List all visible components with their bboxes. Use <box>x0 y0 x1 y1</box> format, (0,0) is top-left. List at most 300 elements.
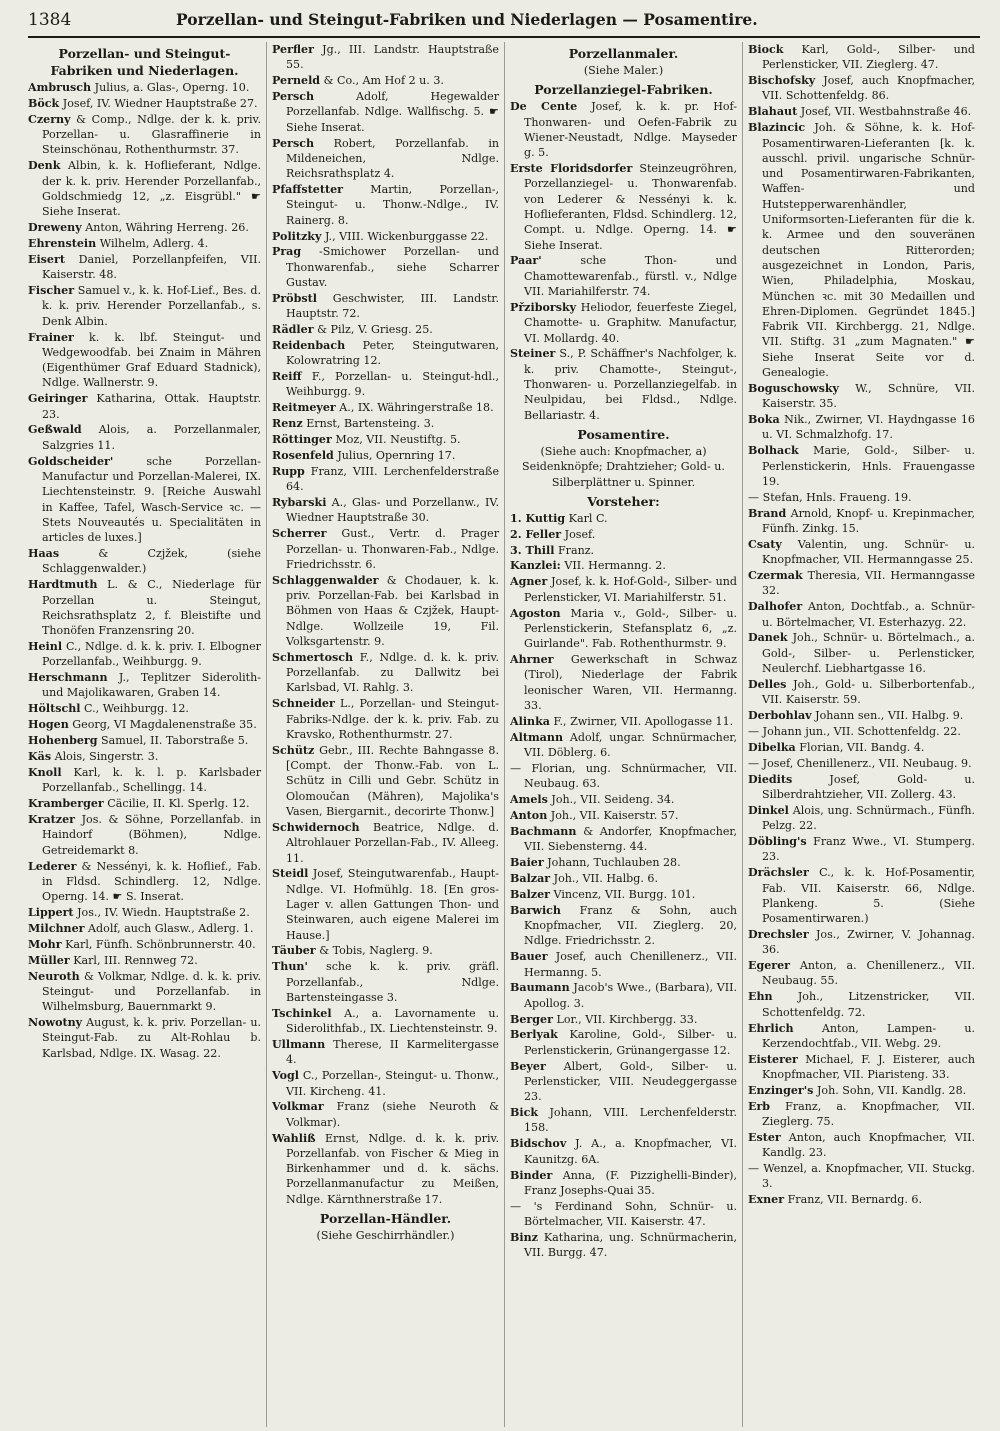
directory-entry <box>28 220 261 235</box>
entry-name: Přziborsky <box>510 300 577 314</box>
directory-entry <box>28 454 261 546</box>
entry-details: Theresia, VII. Hermanngasse 32. <box>762 569 975 598</box>
directory-entry <box>28 577 261 638</box>
directory-entry <box>28 112 261 158</box>
entry-details: J., Teplitzer Siderolith- und Majolikawaren, Graben 14. <box>42 671 261 700</box>
entry-details: Georg, VI Magdalenenstraße 35. <box>72 718 257 732</box>
entry-name: Ehrlich <box>748 1021 794 1035</box>
entry-name: Eisterer <box>748 1052 798 1066</box>
directory-entry <box>28 283 261 329</box>
entry-name: Pröbstl <box>272 291 317 305</box>
directory-entry <box>510 887 737 902</box>
entry-name: Schlaggenwalder <box>272 573 379 587</box>
directory-entry <box>510 980 737 1011</box>
entry-details: Albert, Gold-, Silber- u. Perlensticker, VIII. Neudeggergasse 23. <box>524 1059 737 1104</box>
section-heading: Posamentire. <box>577 426 670 442</box>
directory-entry <box>28 1015 261 1061</box>
directory-entry <box>748 1161 975 1192</box>
entry-name: Knoll <box>28 765 62 779</box>
entry-name: Berger <box>510 1012 553 1026</box>
entry-details: Josef, VII. Westbahnstraße 46. <box>800 105 972 119</box>
directory-entry <box>272 820 499 866</box>
entry-details: — Florian, ung. Schnürmacher, VII. Neubaug. 63. <box>510 761 737 791</box>
entry-details: Josef. <box>564 527 596 541</box>
entry-name: Altmann <box>510 730 564 744</box>
entry-name: Baier <box>510 856 544 870</box>
entry-details: Nik., Zwirner, VI. Haydngasse 16 u. VI. Schmalzhofg. 17. <box>762 413 975 442</box>
entry-name: Ehn <box>748 990 773 1004</box>
entry-details: Michael, F. J. Eisterer, auch Knopfmacher, VII. Piaristeng. 33. <box>762 1052 975 1082</box>
section-note: (Siehe auch: Knopfmacher, a) Seidenknöpfe; Drahtzieher; Gold- u. Silberplättner u. Spinner. <box>522 444 725 489</box>
entry-name: Täuber <box>272 944 316 958</box>
entry-name: Ullmann <box>272 1038 326 1052</box>
entry-name: Mohr <box>28 937 62 951</box>
directory-entry <box>272 943 499 958</box>
entry-details: Arnold, Knopf- u. Krepinmacher, Fünfh. Zinkg. 15. <box>762 506 975 535</box>
entry-name: Perfler <box>272 43 314 56</box>
entry-name: Alinka <box>510 714 550 728</box>
directory-entry <box>510 949 737 980</box>
entry-name: Bick <box>510 1106 539 1120</box>
entry-details: L. & C., Niederlage für Porzellan u. Steingut, Reichsrathsplatz 2, f. Bleistifte und Thonöfen Franzensring 20. <box>42 578 261 638</box>
directory-entry <box>28 158 261 219</box>
entry-name: Lederer <box>28 859 77 873</box>
entry-details: Joh., VII. Kaiserstr. 57. <box>550 808 679 822</box>
directory-entry <box>748 1099 975 1130</box>
directory-entry <box>748 1130 975 1161</box>
entry-name: Paar' <box>510 254 542 268</box>
entry-name: Herschmann <box>28 671 108 685</box>
section-heading: Vorsteher: <box>587 493 660 509</box>
entry-name: Exner <box>748 1193 785 1207</box>
entry-name: Renz <box>272 417 303 431</box>
directory-entry <box>748 104 975 119</box>
entry-details: C., Porzellan-, Steingut- u. Thonw., VII. Kircheng. 41. <box>286 1069 500 1098</box>
entry-name: Ehrenstein <box>28 236 97 250</box>
entry-name: Persch <box>272 136 315 150</box>
entry-name: Ambrusch <box>28 81 92 94</box>
entry-name: Agner <box>510 575 548 589</box>
directory-entry <box>510 1059 737 1105</box>
entry-name: Anton <box>510 808 548 822</box>
entry-details: F., Zwirner, VII. Apollogasse 11. <box>553 714 734 728</box>
entry-name: Diedits <box>748 772 793 786</box>
entry-details: Joh., VII. Halbg. 6. <box>553 871 659 885</box>
entry-details: Heliodor, feuerfeste Ziegel, Chamotte- u. Graphitw. Manufactur, VI. Mollardg. 40. <box>524 300 737 345</box>
entry-details: Anton, a. Chenillenerz., VII. Neubaug. 55. <box>762 959 976 988</box>
entry-details: Julius, Opernring 17. <box>337 449 456 463</box>
entry-details: Steinzeugröhren, Porzellanziegel- u. Thonwarenfab. von Lederer & Nessényi k. k. Hoflieferanten, Fldsd. Schindlerg. 12, Compt. u. Ndlge. Operng. 14. ☛ Siehe Inserat. <box>524 162 737 252</box>
entry-details: Gewerkschaft in Schwaz (Tirol), Niederlage der Fabrik leonischer Waren, VII. Hermanng. 33. <box>524 653 737 712</box>
entry-name: Blahaut <box>748 105 798 119</box>
directory-entry <box>272 400 499 415</box>
entry-details: & Andorfer, Knopfmacher, VII. Siebensterng. 44. <box>524 824 738 854</box>
entry-name: Hardtmuth <box>28 578 98 592</box>
entry-name: Bauer <box>510 950 548 964</box>
entry-name: Neuroth <box>28 969 80 983</box>
directory-entry <box>28 812 261 858</box>
entry-details: Therese, II Karmelitergasse 4. <box>286 1038 500 1067</box>
entry-details: — Wenzel, a. Knopfmacher, VII. Stuckg. 3. <box>748 1162 975 1191</box>
directory-entry <box>748 443 975 489</box>
entry-name: 2. Feller <box>510 527 562 541</box>
entry-name: Egerer <box>748 959 791 973</box>
entry-name: Boka <box>748 413 780 427</box>
directory-entry <box>748 1021 975 1052</box>
directory-entry <box>28 749 261 764</box>
directory-entry <box>272 42 499 73</box>
entry-name: Rosenfeld <box>272 449 334 463</box>
entry-details: — Stefan, Hnls. Fraueng. 19. <box>748 490 912 504</box>
entry-details: Franz, a. Knopfmacher, VII. Zieglerg. 75. <box>762 1099 975 1129</box>
entry-details: Karl, Fünfh. Schönbrunnerstr. 40. <box>65 937 256 951</box>
entry-details: Franz, VIII. Lerchenfelderstraße 64. <box>286 464 500 494</box>
directory-entry <box>28 639 261 670</box>
directory-entry <box>28 252 261 283</box>
directory-entry <box>28 96 261 111</box>
entry-name: Balzar <box>510 871 551 885</box>
directory-entry <box>748 958 975 989</box>
entry-details: Maria v., Gold-, Silber- u. Perlenstickerin, Stefansplatz 6, „z. Guirlande". Fab. Rothenthurmstr. 9. <box>524 606 737 651</box>
entry-details: Gebr., III. Rechte Bahngasse 8. [Compt. der Thonw.-Fab. von L. Schütz in Cilli und Gebr. Schütz in Olomoučan (Mähren), Majolika's Vasen, Biergarnit., decorirte Thonw.] <box>286 743 499 819</box>
entry-details: Joh., VII. Seideng. 34. <box>551 793 675 807</box>
directory-entry <box>272 1099 499 1130</box>
entry-details: Josef, k. k. Hof-Gold-, Silber- und Perlensticker, VI. Mariahilferstr. 51. <box>524 575 737 604</box>
directory-entry <box>748 381 975 412</box>
entry-name: Scherrer <box>272 527 327 541</box>
entry-details: sche Porzellan-Manufactur und Porzellan-Malerei, IX. Liechtensteinstr. 9. [Reiche Auswahl in Kaffee, Tafel, Wasch-Service ꝛc. — Stets Nouveautés u. Specialitäten in articles de luxes.] <box>42 454 261 545</box>
entry-name: Binz <box>510 1230 538 1244</box>
entry-details: Jos. & Söhne, Porzellanfab. in Haindorf (Böhmen), Ndlge. Getreidemarkt 8. <box>42 813 261 857</box>
entry-name: Amels <box>510 793 548 807</box>
entry-name: Reiff <box>272 370 302 384</box>
directory-entry <box>28 969 261 1015</box>
column-3 <box>504 42 742 1427</box>
entry-details: Peter, Steingutwaren, Kolowratring 12. <box>286 338 499 368</box>
entry-details: Karl, Gold-, Silber- und Perlensticker, VII. Zieglerg. 47. <box>762 43 975 72</box>
directory-entry <box>272 1131 499 1207</box>
entry-details: Jos., IV. Wiedn. Hauptstraße 2. <box>77 905 250 919</box>
entry-name: Delles <box>748 677 787 691</box>
directory-entry <box>748 708 975 723</box>
entry-details: Jos., Zwirner, V. Johannag. 36. <box>762 927 976 957</box>
entry-details: Franz. <box>557 543 595 557</box>
entry-name: Böck <box>28 96 60 110</box>
entry-details: F., Porzellan- u. Steingut-hdl., Weihburgg. 9. <box>286 370 499 399</box>
section-heading: Porzellanziegel-Fabriken. <box>534 82 713 98</box>
directory-entry <box>272 89 499 135</box>
entry-details: Adolf, auch Glasw., Adlerg. 1. <box>88 921 254 935</box>
entry-name: Prag <box>272 245 302 259</box>
entry-details: Franz (siehe Neuroth & Volkmar). <box>286 1100 499 1129</box>
directory-entry <box>748 803 975 834</box>
entry-name: Müller <box>28 953 70 967</box>
column-4 <box>742 42 980 1427</box>
directory-entry <box>272 338 499 369</box>
entry-details: August, k. k. priv. Porzellan- u. Steingut-Fab. zu Alt-Rohlau b. Karlsbad, Ndlge. IX. Wasag. 22. <box>42 1016 261 1060</box>
directory-entry <box>748 73 975 104</box>
entry-name: Schneider <box>272 697 335 711</box>
directory-entry <box>28 546 261 577</box>
entry-details: Johann, VIII. Lerchenfelderstr. 158. <box>524 1106 737 1135</box>
directory-entry <box>28 717 261 732</box>
entry-name: Kratzer <box>28 813 76 827</box>
entry-details: Karoline, Gold-, Silber- u. Perlenstickerin, Grünangergasse 12. <box>524 1028 737 1057</box>
entry-name: Berlyak <box>510 1028 558 1042</box>
entry-details: Beatrice, Ndlge. d. Altrohlauer Porzellan-Fab., IV. Alleeg. 11. <box>286 820 499 865</box>
directory-entry <box>272 464 499 495</box>
directory-entry <box>748 1083 975 1098</box>
entry-details: Joh., Litzenstricker, VII. Schottenfeldg. 72. <box>762 990 975 1019</box>
directory-entry <box>510 855 737 870</box>
entry-name: Blazincic <box>748 121 806 135</box>
directory-entry <box>748 740 975 755</box>
entry-name: Drächsler <box>748 866 809 880</box>
directory-entry <box>748 865 975 926</box>
entry-name: Politzky <box>272 229 322 243</box>
entry-details: W., Schnüre, VII. Kaiserstr. 35. <box>762 381 976 411</box>
page-header <box>28 10 980 38</box>
directory-entry <box>28 236 261 251</box>
entry-details: & Nessényi, k. k. Hoflief., Fab. in Fldsd. Schindlerg. 12, Ndlge. Operng. 14. ☛ S. Inserat. <box>42 859 262 904</box>
directory-entry <box>748 42 975 73</box>
directory-entry <box>748 120 975 380</box>
directory-entry <box>28 953 261 968</box>
directory-entry <box>748 1052 975 1083</box>
entry-details: C., Weihburgg. 12. <box>84 702 189 716</box>
entry-name: Perneld <box>272 74 321 88</box>
entry-details: Anton, Lampen- u. Kerzendochtfab., VII. Webg. 29. <box>762 1021 976 1050</box>
entry-details: & Chodauer, k. k. priv. Porzellan-Fab. bei Karlsbad in Böhmen von Haas & Czjžek, Haupt-Ndlge. Wollzeile 19, Fil. Volksgartenstr. 9. <box>286 573 499 648</box>
page-number: 1384 <box>28 10 72 30</box>
entry-details: — 's Ferdinand Sohn, Schnür- u. Börtelmacher, VII. Kaiserstr. 47. <box>510 1199 737 1228</box>
entry-details: Valentin, ung. Schnür- u. Knopfmacher, VII. Hermanngasse 25. <box>762 537 975 567</box>
entry-details: A., Glas- und Porzellanw., IV. Wiedner Hauptstraße 30. <box>286 496 500 525</box>
entry-name: Czermak <box>748 569 803 583</box>
directory-entry <box>748 989 975 1020</box>
entry-name: Tschinkel <box>272 1006 332 1020</box>
entry-details: Alois, ung. Schnürmach., Fünfh. Pelzg. 22. <box>762 803 975 833</box>
directory-entry <box>510 1230 737 1261</box>
entry-name: Csaty <box>748 537 782 551</box>
entry-name: Nowotny <box>28 1016 83 1030</box>
entry-name: Enzinger's <box>748 1083 814 1097</box>
directory-entry <box>510 543 737 558</box>
directory-entry <box>510 346 737 422</box>
entry-details: Samuel v., k. k. Hof-Lief., Bes. d. k. k. priv. Herender Porzellanfab., s. Denk Albin. <box>42 284 261 328</box>
entry-details: Franz Wwe., VI. Stumperg. 23. <box>762 835 975 864</box>
entry-details: C., k. k. Hof-Posamentir, Fab. VII. Kaiserstr. 66, Ndlge. Plankeng. 5. (Siehe Posamentirwaren.) <box>762 866 975 926</box>
directory-entry <box>272 322 499 337</box>
entry-name: Erb <box>748 1099 771 1113</box>
entry-details: J. A., a. Knopfmacher, VI. Kaunitzg. 6A. <box>524 1137 737 1166</box>
entry-details: & Pilz, V. Griesg. 25. <box>317 323 433 337</box>
directory-entry <box>748 630 975 676</box>
entry-name: Schmertosch <box>272 650 354 664</box>
entry-name: 3. Thill <box>510 543 555 557</box>
entry-name: Baumann <box>510 981 570 995</box>
entry-details: & Comp., Ndlge. der k. k. priv. Porzellan- u. Glasraffinerie in Steinschönau, Rothenthurmstr. 37. <box>42 112 262 157</box>
entry-details: Joh. Sohn, VII. Kandlg. 28. <box>816 1083 967 1097</box>
entry-name: Thun' <box>272 960 308 974</box>
directory-entry <box>510 1012 737 1027</box>
directory-entry <box>272 1068 499 1099</box>
column-2 <box>266 42 504 1427</box>
directory-entry <box>510 1027 737 1058</box>
entry-name: Bischofsky <box>748 74 816 88</box>
entry-details: — Josef, Chenillenerz., VII. Neubaug. 9. <box>748 756 972 770</box>
directory-entry <box>510 99 737 160</box>
entry-details: Moz, VII. Neustiftg. 5. <box>335 433 461 447</box>
entry-name: Haas <box>28 547 60 561</box>
entry-name: Derbohlav <box>748 709 812 723</box>
entry-name: Bachmann <box>510 824 577 838</box>
directory-entry <box>748 568 975 599</box>
directory-entry <box>272 448 499 463</box>
entry-details: Ernst, Bartensteing. 3. <box>306 417 435 431</box>
entry-name: Steidl <box>272 867 309 881</box>
directory-entry <box>510 714 737 729</box>
entry-details: Karl, k. k. l. p. Karlsbader Porzellanfab., Schellingg. 14. <box>42 765 262 795</box>
entry-details: F., Ndlge. d. k. k. priv. Porzellanfab. zu Dallwitz bei Karlsbad, VI. Rahlg. 3. <box>286 650 499 695</box>
entry-name: Volkmar <box>272 1100 324 1114</box>
directory-entry <box>748 927 975 958</box>
entry-name: Binder <box>510 1168 553 1182</box>
entry-details: Geschwister, III. Landstr. Hauptstr. 72. <box>286 291 499 321</box>
entry-name: Boguschowsky <box>748 381 839 395</box>
directory-entry <box>272 696 499 742</box>
entry-details: Robert, Porzellanfab. in Mildeneichen, Ndlge. Reichsrathsplatz 4. <box>286 136 500 181</box>
entry-name: Schütz <box>272 743 315 757</box>
directory-entry <box>510 527 737 542</box>
entry-details: Franz, VII. Bernardg. 6. <box>787 1193 922 1207</box>
directory-entry <box>748 506 975 537</box>
entry-name: Brand <box>748 506 787 520</box>
entry-name: Hogen <box>28 718 69 732</box>
entry-name: Rädler <box>272 323 314 337</box>
entry-details: Karl C. <box>568 511 608 525</box>
entry-name: Drechsler <box>748 927 809 941</box>
directory-entry <box>272 959 499 1005</box>
entry-name: Ester <box>748 1131 781 1144</box>
entry-details: Wilhelm, Adlerg. 4. <box>99 236 209 250</box>
entry-details: Josef, IV. Wiedner Hauptstraße 27. <box>62 96 258 110</box>
entry-details: Florian, VII. Bandg. 4. <box>799 740 925 754</box>
entry-name: Fischer <box>28 284 75 298</box>
entry-name: Danek <box>748 631 788 645</box>
directory-entry <box>748 677 975 708</box>
entry-name: Hohenberg <box>28 734 98 748</box>
directory-entry <box>272 182 499 228</box>
directory-entry <box>748 756 975 771</box>
directory-entry <box>510 1199 737 1230</box>
directory-entry <box>510 253 737 299</box>
directory-entry <box>510 824 737 855</box>
entry-name: Dibelka <box>748 740 796 754</box>
entry-details: Josef, auch Knopfmacher, VII. Schottenfeldg. 86. <box>762 74 976 103</box>
entry-details: & Czjžek, (siehe Schlaggenwalder.) <box>42 547 261 576</box>
entry-details: Johann, Tuchlauben 28. <box>547 856 681 870</box>
entry-name: Lippert <box>28 905 74 919</box>
entry-name: Käs <box>28 750 52 764</box>
directory-entry <box>272 432 499 447</box>
entry-name: Persch <box>272 90 315 104</box>
entry-details: k. k. lbf. Steingut- und Wedgewoodfab. bei Znaim in Mähren (Eigenthümer Graf Eduard Stadnick), Ndlge. Wallnerstr. 9. <box>42 330 261 390</box>
directory-entry <box>272 866 499 942</box>
entry-details: Alois, Singerstr. 3. <box>54 750 159 764</box>
entry-details: Samuel, II. Taborstraße 5. <box>101 734 249 748</box>
directory-entry <box>748 412 975 443</box>
section-note: (Siehe Maler.) <box>583 64 664 77</box>
entry-details: Jg., III. Landstr. Hauptstraße 55. <box>286 43 499 72</box>
directory-entry <box>28 765 261 796</box>
entry-name: Geßwald <box>28 423 82 437</box>
directory-entry <box>510 792 737 807</box>
entry-details: S., P. Schäffner's Nachfolger, k. k. priv. Chamotte-, Steingut-, Thonwaren- u. Porzellanziegelfab. in Neulpidau, bei Fldsd., Ndlge. Bellariastr. 4. <box>524 347 738 422</box>
entry-name: Beyer <box>510 1059 546 1073</box>
entry-details: Franz & Sohn, auch Knopfmacher, VII. Zieglerg. 20, Ndlge. Friedrichsstr. 2. <box>524 903 737 948</box>
directory-entry <box>272 291 499 322</box>
entry-details: Adolf, Hegewalder Porzellanfab. Ndlge. Wallfischg. 5. ☛ Siehe Inserat. <box>286 90 499 134</box>
entry-details: Josef, auch Chenillenerz., VII. Hermanng. 5. <box>524 950 737 979</box>
entry-name: Czerny <box>28 112 71 126</box>
entry-name: Erste Floridsdorfer <box>510 162 633 176</box>
directory-entry <box>272 526 499 572</box>
directory-entry <box>28 921 261 936</box>
entry-name: Barwich <box>510 903 561 917</box>
directory-entry <box>28 701 261 716</box>
entry-details: Jacob's Wwe., (Barbara), VII. Apollog. 3. <box>524 981 737 1010</box>
directory-entry <box>748 834 975 865</box>
entry-details: Anna, (F. Pizzighelli-Binder), Franz Josephs-Quai 35. <box>524 1168 737 1197</box>
entry-details: Adolf, ungar. Schnürmacher, VII. Döblerg. 6. <box>524 730 737 759</box>
entry-name: Pfaffstetter <box>272 183 343 197</box>
directory-entry <box>748 1192 975 1207</box>
entry-name: Balzer <box>510 887 550 901</box>
directory-entry <box>748 490 975 505</box>
directory-entry <box>28 80 261 95</box>
directory-entry <box>510 1105 737 1136</box>
entry-details: Marie, Gold-, Silber- u. Perlenstickerin, Hnls. Frauengasse 19. <box>762 444 976 488</box>
directory-entry <box>748 724 975 739</box>
entry-details: Johann sen., VII. Halbg. 9. <box>815 709 964 723</box>
directory-entry <box>748 537 975 568</box>
directory-entry <box>28 859 261 905</box>
entry-details: -Smichower Porzellan- und Thonwarenfab., siehe Scharrer Gustav. <box>286 245 500 290</box>
entry-name: Rybarski <box>272 496 327 510</box>
directory-entry <box>510 1168 737 1199</box>
entry-name: Reitmeyer <box>272 401 336 415</box>
entry-details: Alois, a. Porzellanmaler, Salzgries 11. <box>42 423 262 452</box>
entry-name: Steiner <box>510 347 556 361</box>
entry-details: Joh. & Söhne, k. k. Hof-Posamentirwaren-Lieferanten [k. k. ausschl. privil. ungarische Schnür- und Posamentirwaren-Fabrikanten, Waffen- und Hutstepperwarenhändler, Uniformsorten-Lieferanten für die k. k. Armee und den souveränen deutschen Ritterorden; ausgezeichnet in London, Paris, Wien, Philadelphia, Moskau, München ꝛc. mit 30 Medaillen und Ehren-Diplomen. Gegründet 1845.] Fabrik VII. Kirchbergg. 21, Ndlge. VII. Stiftg. 31 „zum Magnaten." ☛ Siehe Inserat Seite vor d. Genealogie. <box>762 121 975 380</box>
entry-details: Josef, Steingutwarenfab., Haupt-Ndlge. VI. Hofmühlg. 18. [En gros-Lager v. allen Gattungen Thon- und Steinwaren, auch eigene Malerei im Hause.] <box>286 867 500 942</box>
directory-entry <box>272 1037 499 1068</box>
directory-entry <box>748 599 975 630</box>
directory-entry <box>510 808 737 823</box>
entry-details: Daniel, Porzellanpfeifen, VII. Kaiserstr. 48. <box>42 252 262 282</box>
entry-details: Ernst, Ndlge. d. k. k. priv. Porzellanfab. von Fischer & Mieg in Birkenhammer und d. k. sächs. Porzellanmanufactur zu Meißen, Ndlge. Kärnthnerstraße 17. <box>286 1131 499 1206</box>
directory-entry <box>28 391 261 422</box>
directory-entry <box>272 495 499 526</box>
entry-name: Kanzlei: <box>510 559 561 573</box>
directory-entry <box>748 772 975 803</box>
entry-details: Lor., VII. Kirchbergg. 33. <box>556 1012 698 1026</box>
directory-entry <box>510 871 737 886</box>
directory-entry <box>272 650 499 696</box>
entry-details: — Johann jun., VII. Schottenfeldg. 22. <box>748 724 961 738</box>
directory-entry <box>272 416 499 431</box>
